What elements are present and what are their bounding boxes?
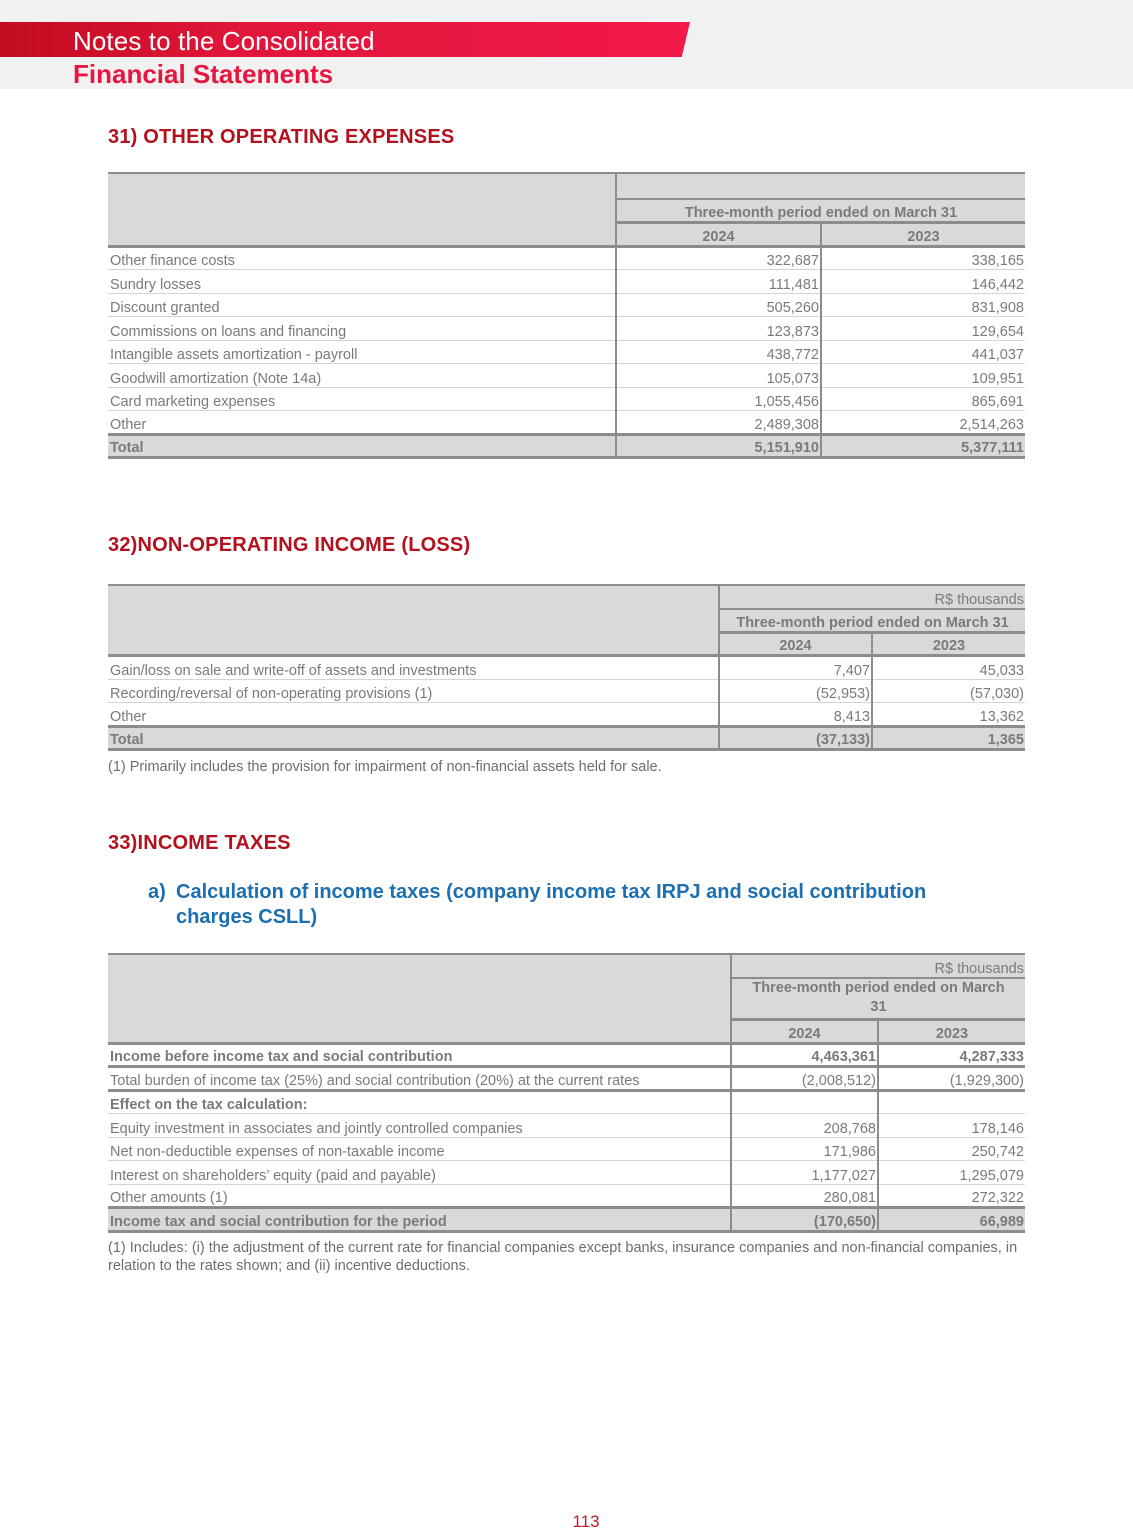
total-2023: 1,365	[872, 726, 1025, 750]
total-label: Total	[108, 434, 616, 458]
subsection-a-label: a)	[148, 881, 166, 903]
row-label: Other	[108, 703, 719, 727]
subsection-a-text: Calculation of income taxes (company income tax IRPJ and social contribution charges CSLL)	[176, 881, 927, 928]
table-row	[108, 1114, 1025, 1138]
row-label: Other	[108, 411, 616, 435]
value-2023: 250,742	[878, 1137, 1025, 1161]
non-operating-income-table	[108, 584, 1025, 751]
value-2024: 1,055,456	[616, 387, 821, 411]
row-label: Commissions on loans and financing	[108, 317, 616, 341]
section-32-footnote: (1) Primarily includes the provision for impairment of non-financial assets held for sale.	[108, 759, 662, 775]
value-2023: 831,908	[821, 293, 1025, 317]
year-header-2023: 2023	[872, 632, 1025, 656]
value-2024: 1,177,027	[731, 1161, 878, 1185]
year-header-2024: 2024	[731, 1020, 878, 1044]
year-header-2023: 2023	[878, 1020, 1025, 1044]
table-row	[108, 364, 1025, 388]
period-header: Three-month period ended on March 31	[616, 199, 1025, 223]
total-2024: (37,133)	[719, 726, 872, 750]
value-2023: 129,654	[821, 317, 1025, 341]
page-number: 113	[572, 1512, 600, 1531]
value-2023: 178,146	[878, 1114, 1025, 1138]
income-taxes-table	[108, 953, 1025, 1233]
table-row	[108, 679, 1025, 703]
value-2023: 13,362	[872, 703, 1025, 727]
value-2024: 322,687	[616, 246, 821, 270]
table-row-total-burden	[108, 1067, 1025, 1091]
row-label: Gain/loss on sale and write-off of assets and investments	[108, 656, 719, 680]
unit-label	[616, 173, 1025, 199]
subsection-a-title	[148, 880, 1008, 930]
value-2024	[731, 1090, 878, 1114]
value-2024: (2,008,512)	[731, 1067, 878, 1091]
value-2024: 280,081	[731, 1184, 878, 1208]
value-2023: 1,295,079	[878, 1161, 1025, 1185]
section-32-title: 32)NON-OPERATING INCOME (LOSS)	[108, 534, 471, 556]
header-blank-cell	[108, 173, 616, 246]
year-header-2023: 2023	[821, 223, 1025, 247]
row-label: Other amounts (1)	[108, 1184, 731, 1208]
table-row-total	[108, 726, 1025, 750]
value-2023: 338,165	[821, 246, 1025, 270]
value-2024: 4,463,361	[731, 1043, 878, 1067]
table-row	[108, 1184, 1025, 1208]
header-blank-cell	[108, 585, 719, 656]
value-2024: 171,986	[731, 1137, 878, 1161]
value-2024: 505,260	[616, 293, 821, 317]
table-row	[108, 270, 1025, 294]
value-2024: 8,413	[719, 703, 872, 727]
other-operating-expenses-table	[108, 172, 1025, 459]
row-label: Card marketing expenses	[108, 387, 616, 411]
value-2023: 2,514,263	[821, 411, 1025, 435]
row-label: Recording/reversal of non-operating provisions (1)	[108, 679, 719, 703]
row-label: Net non-deductible expenses of non-taxable income	[108, 1137, 731, 1161]
value-2024: 105,073	[616, 364, 821, 388]
value-2023: 272,322	[878, 1184, 1025, 1208]
value-2023: 865,691	[821, 387, 1025, 411]
value-2024: 208,768	[731, 1114, 878, 1138]
value-2023: (57,030)	[872, 679, 1025, 703]
table-row	[108, 317, 1025, 341]
row-label: Discount granted	[108, 293, 616, 317]
year-header-2024: 2024	[616, 223, 821, 247]
table-row-income-before	[108, 1043, 1025, 1067]
row-label: Equity investment in associates and jointly controlled companies	[108, 1114, 731, 1138]
section-33-title: 33)INCOME TAXES	[108, 832, 291, 854]
table-row	[108, 411, 1025, 435]
row-label: Goodwill amortization (Note 14a)	[108, 364, 616, 388]
period-header-line2: 31	[870, 999, 887, 1016]
period-header-line1: Three-month period ended on March	[752, 980, 1005, 997]
table-row	[108, 1137, 1025, 1161]
row-label: Sundry losses	[108, 270, 616, 294]
value-2023	[878, 1090, 1025, 1114]
value-2023: 109,951	[821, 364, 1025, 388]
section-31-title: 31) OTHER OPERATING EXPENSES	[108, 126, 455, 148]
value-2024: 111,481	[616, 270, 821, 294]
row-label: Effect on the tax calculation:	[108, 1090, 731, 1114]
table-row-effect-heading	[108, 1090, 1025, 1114]
header-title-line1: Notes to the Consolidated	[73, 26, 375, 56]
value-2024: (52,953)	[719, 679, 872, 703]
value-2023: 146,442	[821, 270, 1025, 294]
total-2024: 5,151,910	[616, 434, 821, 458]
value-2023: 4,287,333	[878, 1043, 1025, 1067]
total-2023: 5,377,111	[821, 434, 1025, 458]
table-row	[108, 1161, 1025, 1185]
table-row	[108, 387, 1025, 411]
table-row	[108, 246, 1025, 270]
value-2024: 438,772	[616, 340, 821, 364]
table-row	[108, 293, 1025, 317]
value-2024: 123,873	[616, 317, 821, 341]
table-row	[108, 656, 1025, 680]
total-label: Income tax and social contribution for the period	[108, 1208, 731, 1232]
unit-label: R$ thousands	[719, 585, 1025, 609]
table-row	[108, 703, 1025, 727]
row-label: Other finance costs	[108, 246, 616, 270]
total-2023: 66,989	[878, 1208, 1025, 1232]
total-2024: (170,650)	[731, 1208, 878, 1232]
value-2024: 2,489,308	[616, 411, 821, 435]
value-2023: 45,033	[872, 656, 1025, 680]
value-2023: 441,037	[821, 340, 1025, 364]
table-row	[108, 340, 1025, 364]
row-label: Interest on shareholders’ equity (paid and payable)	[108, 1161, 731, 1185]
header-blank-cell	[108, 954, 731, 1043]
row-label: Intangible assets amortization - payroll	[108, 340, 616, 364]
total-label: Total	[108, 726, 719, 750]
table-row-total	[108, 434, 1025, 458]
period-header: Three-month period ended on March 31	[719, 609, 1025, 633]
row-label: Total burden of income tax (25%) and social contribution (20%) at the current rates	[108, 1067, 731, 1091]
row-label: Income before income tax and social contribution	[108, 1043, 731, 1067]
section-33-footnote: (1) Includes: (i) the adjustment of the current rate for financial companies except banks, insurance companies and non-financial companies, in relation to the rates shown; and (ii) incentive deductions.	[108, 1240, 1018, 1274]
header-title-line2: Financial Statements	[73, 59, 334, 89]
value-2023: (1,929,300)	[878, 1067, 1025, 1091]
year-header-2024: 2024	[719, 632, 872, 656]
unit-label: R$ thousands	[731, 954, 1025, 978]
value-2024: 7,407	[719, 656, 872, 680]
period-header	[731, 978, 1025, 1020]
table-row-total	[108, 1208, 1025, 1232]
